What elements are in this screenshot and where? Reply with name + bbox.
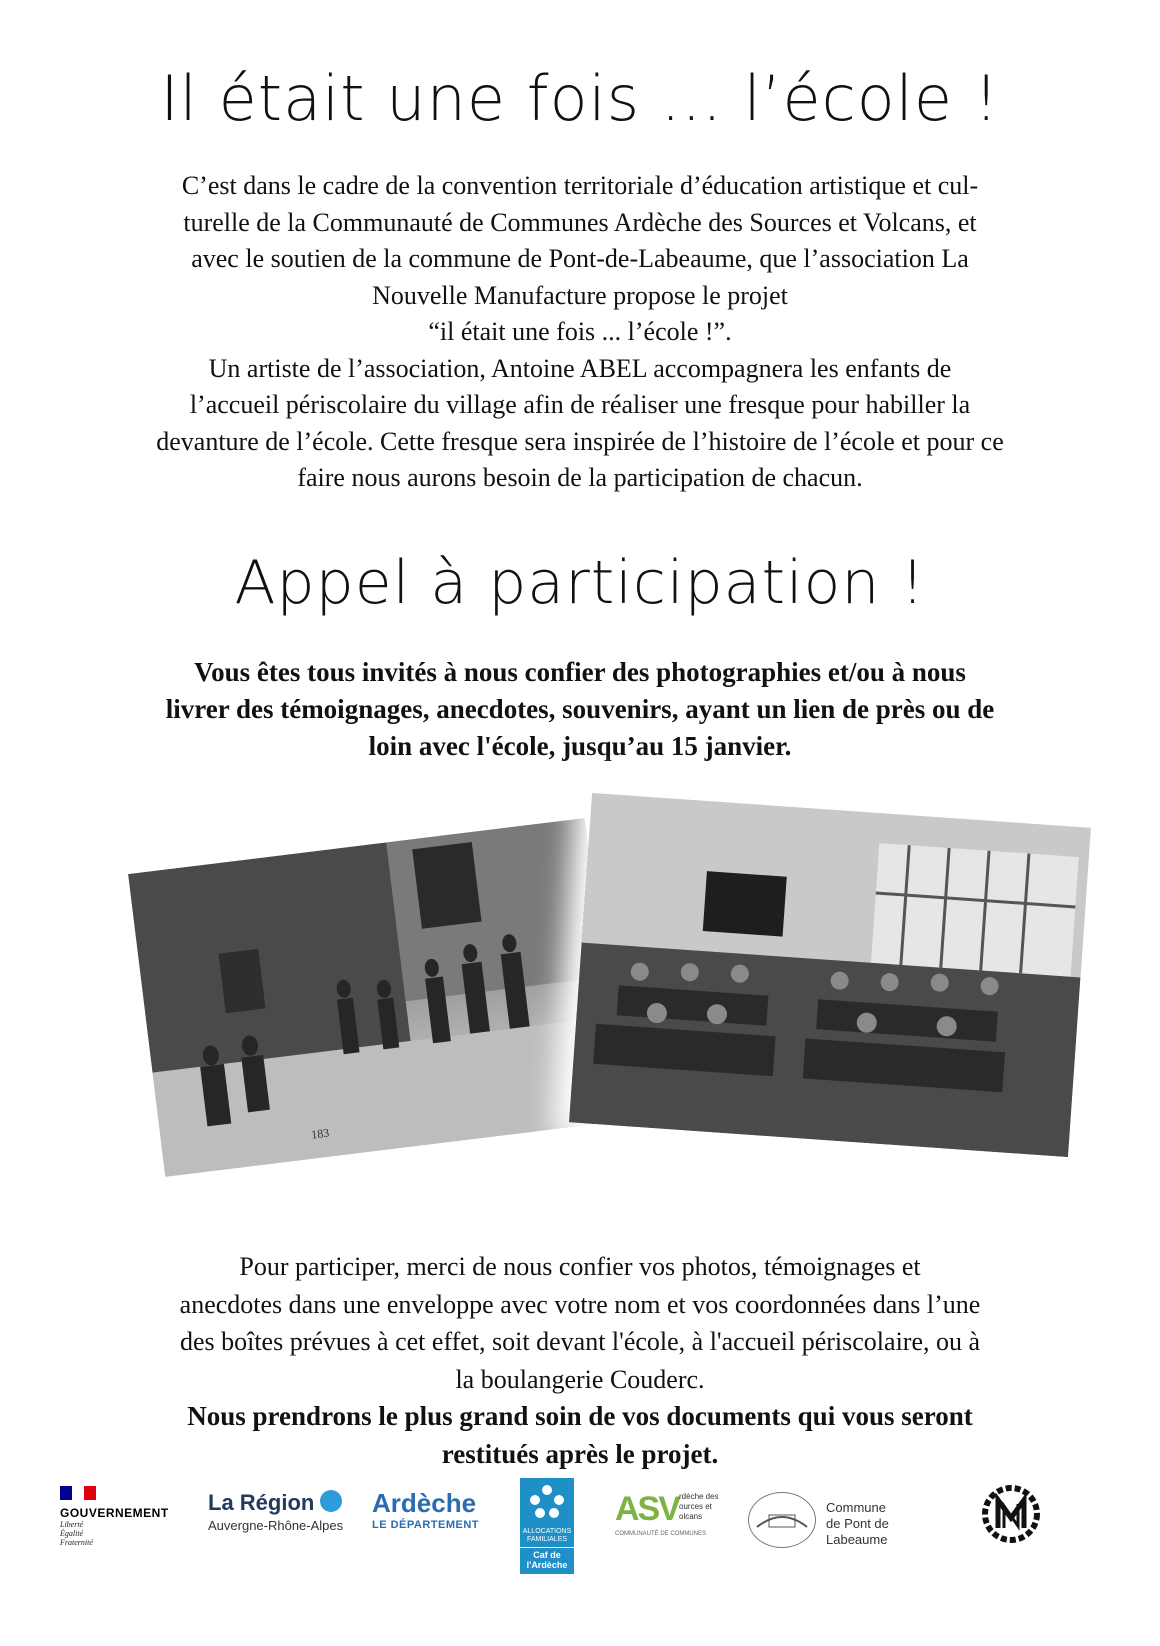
region-name: La Région [208,1490,315,1515]
call-line: Vous êtes tous invités à nous confier des photographies et/ou à nous [194,657,966,687]
caf-top: ALLOCATIONS FAMILIALES [522,1528,572,1543]
french-flag-icon [60,1486,96,1500]
ardeche-sub: LE DÉPARTEMENT [372,1519,480,1531]
intro-line: faire nous aurons besoin de la participation de chacun. [297,463,863,492]
caf-bottom: Caf de l'Ardèche [520,1547,574,1570]
intro-line: turelle de la Communauté de Communes Ardèche des Sources et Volcans, et [183,207,977,237]
intro-line: “il était une fois ... l’école !”. [428,317,732,346]
commune-text [826,1500,948,1548]
classroom-photo [569,793,1091,1157]
classroom-photo-illustration [569,793,1091,1157]
commune-seal-icon [748,1492,816,1548]
region-name-wrap [208,1490,343,1516]
partner-logos [60,1478,1100,1588]
region-sub: Auvergne-Rhône-Alpes [208,1518,344,1533]
section-title: Appel à participation ! [234,548,926,618]
asv-side-line: rdèche des [679,1492,719,1501]
asv-side-line: ources et [679,1502,712,1511]
outro-line: anecdotes dans une enveloppe avec votre nom et vos coordonnées dans l’une [179,1289,981,1319]
commune-line: Commune [826,1500,886,1515]
outro-bold-line: Nous prendrons le plus grand soin de vos documents qui vous seront [187,1401,973,1431]
page-title: Il était une fois ... l’école ! [160,62,1000,135]
intro-line: Un artiste de l’association, Antoine ABEL accompagnera les enfants de [208,353,952,383]
caf-family-icon [520,1480,574,1526]
gouv-motto-line: Fraternité [60,1538,93,1547]
photo-caption: 183 [310,1125,330,1142]
call-line: loin avec l'école, jusqu’au 15 janvier. [368,731,792,761]
asv-letters-text: ASV [615,1490,679,1528]
asv-sub: COMMUNAUTÉ DE COMMUNES [615,1531,706,1537]
asv-logo [615,1490,735,1537]
ardeche-name: Ardèche [372,1488,477,1518]
asv-side [679,1492,719,1522]
commune-line: de Pont de Labeaume [826,1516,889,1547]
gouv-motto-line: Liberté [60,1520,84,1529]
region-logo [208,1490,343,1533]
outro-line: des boîtes prévues à cet effet, soit devant l'école, à l'accueil périscolaire, ou à [179,1327,981,1356]
nouvelle-manufacture-monogram [980,1478,1042,1550]
intro-line: avec le soutien de la commune de Pont-de-Labeaume, que l’association La [191,244,969,273]
gouvernement-logo [60,1486,200,1547]
playground-photo-illustration [128,818,622,1177]
playground-photo [128,818,622,1177]
outro-bold-line: restitués après le projet. [441,1438,719,1469]
gouv-motto [60,1520,200,1547]
gouv-motto-line: Égalité [60,1529,84,1538]
intro-line: devanture de l’école. Cette fresque sera inspirée de l’histoire de l’école et pour ce [156,426,1004,456]
call-paragraph [100,654,1060,765]
intro-line: C’est dans le cadre de la convention territoriale d’éducation artistique et cul- [181,171,979,200]
intro-paragraph [100,168,1060,497]
ardeche-logo [372,1488,479,1531]
outro-line: la boulangerie Couderc. [455,1364,705,1394]
outro-line: Pour participer, merci de nous confier vos photos, témoignages et [239,1252,921,1281]
intro-line: Nouvelle Manufacture propose le projet [372,280,788,310]
call-line: livrer des témoignages, anecdotes, souvenirs, ayant un lien de près ou de [165,694,995,724]
region-mountain-icon [320,1490,342,1512]
asv-side-line: olcans [679,1512,703,1521]
outro-paragraph [100,1248,1060,1473]
gouv-name: GOUVERNEMENT [60,1506,169,1520]
intro-line: l’accueil périscolaire du village afin de réaliser une fresque pour habiller la [189,390,971,419]
caf-logo [520,1478,574,1574]
